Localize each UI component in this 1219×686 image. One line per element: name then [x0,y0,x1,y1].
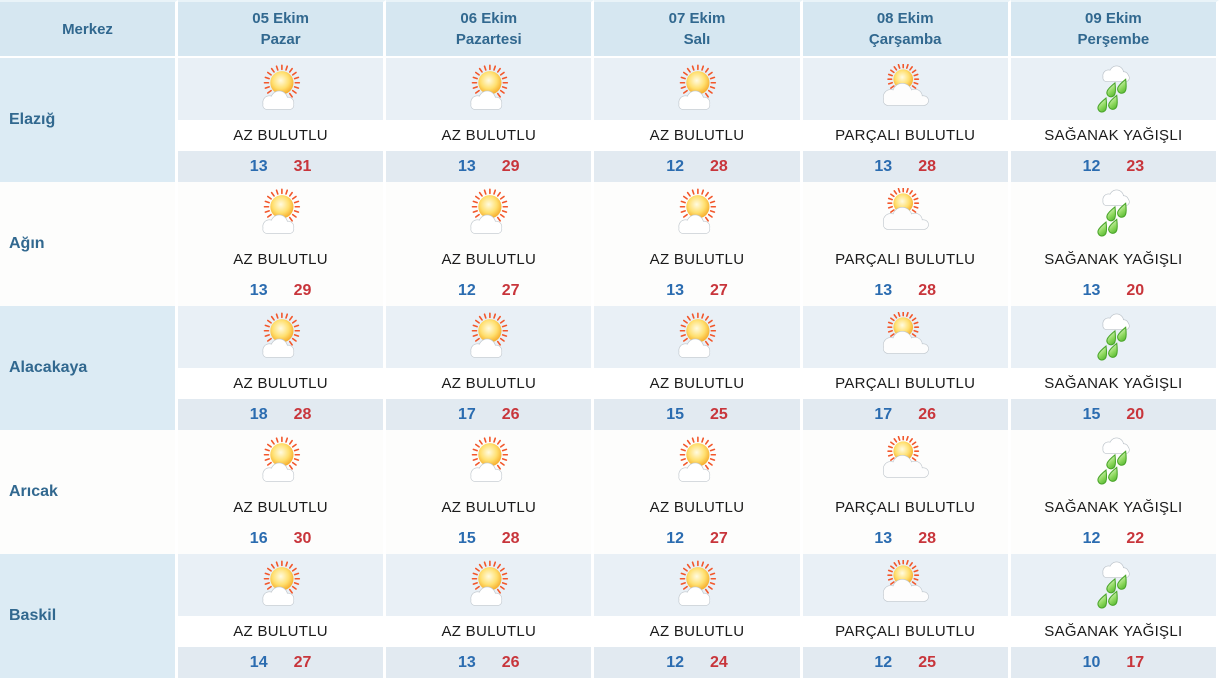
forecast-cell [1011,306,1219,430]
rain-shower-icon [1084,436,1142,486]
weather-icon-area [386,554,591,616]
condition-label: AZ BULUTLU [386,120,591,151]
min-temperature: 13 [249,157,268,175]
min-temperature: 13 [666,281,684,299]
sun-with-cloud-icon [668,188,726,238]
max-temperature: 26 [501,653,520,671]
temperature-band [386,151,591,182]
sun-with-cloud-icon [668,64,726,114]
temperature-band [178,647,383,678]
condition-label: SAĞANAK YAĞIŞLI [1011,368,1216,399]
condition-label: AZ BULUTLU [386,368,591,399]
condition-label: PARÇALI BULUTLU [803,244,1008,275]
min-temperature: 13 [457,653,476,671]
sun-with-cloud-icon [460,312,518,362]
condition-label: SAĞANAK YAĞIŞLI [1011,120,1216,151]
weather-icon-area [178,182,383,244]
condition-label: PARÇALI BULUTLU [803,492,1008,523]
forecast-cell [1011,58,1219,182]
city-name: Elazığ [0,58,178,182]
min-temperature: 16 [249,529,268,547]
weather-icon-area [386,58,591,120]
condition-label: AZ BULUTLU [594,244,799,275]
max-temperature: 20 [1126,405,1145,423]
table-header [0,0,1219,58]
min-temperature: 13 [874,157,893,175]
weather-icon-area [178,58,383,120]
condition-label: AZ BULUTLU [178,244,383,275]
condition-label: AZ BULUTLU [386,244,591,275]
merkez-header-cell [0,0,178,56]
temperature-band [803,399,1008,430]
day-date: 08 Ekim [876,10,934,27]
forecast-cell [178,430,386,554]
max-temperature: 29 [501,157,520,175]
max-temperature: 28 [293,405,312,423]
forecast-cell [178,182,386,306]
min-temperature: 15 [457,529,476,547]
condition-label: AZ BULUTLU [594,368,799,399]
temperature-band [178,275,383,306]
temperature-band [178,399,383,430]
weather-icon-area [803,58,1008,120]
forecast-row [0,554,1219,678]
city-name: Baskil [0,554,178,678]
temperature-band [594,523,799,554]
max-temperature: 20 [1126,281,1145,299]
temperature-band [1011,523,1216,554]
max-temperature: 26 [501,405,520,423]
condition-label: PARÇALI BULUTLU [803,120,1008,151]
weather-icon-area [1011,554,1216,616]
forecast-cell [386,554,594,678]
condition-label: AZ BULUTLU [594,492,799,523]
temperature-band [1011,151,1216,182]
min-temperature: 10 [1082,653,1101,671]
condition-label: PARÇALI BULUTLU [803,616,1008,647]
min-temperature: 15 [666,405,684,423]
temperature-band [178,151,383,182]
rain-shower-icon [1084,188,1142,238]
forecast-table-body [0,58,1219,678]
min-temperature: 13 [874,281,893,299]
day-date: 09 Ekim [1085,10,1142,27]
min-temperature: 15 [1082,405,1101,423]
rain-shower-icon [1084,560,1142,610]
forecast-row [0,58,1219,182]
day-date: 05 Ekim [252,10,309,27]
weather-icon-area [178,430,383,492]
sun-with-cloud-icon [460,560,518,610]
forecast-cell [1011,430,1219,554]
forecast-cell [386,58,594,182]
max-temperature: 25 [918,653,936,671]
sun-with-cloud-icon [252,436,310,486]
city-name: Arıcak [0,430,178,554]
temperature-band [594,275,799,306]
weather-icon-area [386,182,591,244]
weather-icon-area [803,306,1008,368]
min-temperature: 14 [249,653,268,671]
max-temperature: 24 [709,653,728,671]
day-date: 06 Ekim [460,10,518,27]
min-temperature: 12 [1082,157,1101,175]
sun-with-cloud-icon [668,312,726,362]
condition-label: AZ BULUTLU [178,616,383,647]
forecast-cell [386,306,594,430]
min-temperature: 13 [249,281,268,299]
temperature-band [386,399,591,430]
day-weekday: Perşembe [1077,31,1150,48]
forecast-row [0,430,1219,554]
max-temperature: 28 [501,529,520,547]
temperature-band [803,151,1008,182]
day-header-cell [803,0,1011,56]
min-temperature: 12 [666,529,684,547]
forecast-cell [594,430,802,554]
temperature-band [803,523,1008,554]
forecast-cell [386,182,594,306]
sun-behind-cloud-icon [876,64,934,114]
weather-icon-area [1011,58,1216,120]
weather-icon-area [386,306,591,368]
forecast-cell [594,58,802,182]
weather-icon-area [1011,306,1216,368]
condition-label: SAĞANAK YAĞIŞLI [1011,616,1216,647]
forecast-cell [594,554,802,678]
weather-icon-area [594,554,799,616]
max-temperature: 30 [293,529,312,547]
min-temperature: 18 [249,405,268,423]
min-temperature: 13 [874,529,893,547]
temperature-band [1011,399,1216,430]
min-temperature: 12 [1082,529,1101,547]
sun-with-cloud-icon [252,188,310,238]
condition-label: AZ BULUTLU [594,616,799,647]
forecast-cell [386,430,594,554]
weather-icon-area [1011,182,1216,244]
city-name: Alacakaya [0,306,178,430]
min-temperature: 13 [1082,281,1101,299]
max-temperature: 28 [709,157,728,175]
forecast-row [0,306,1219,430]
day-weekday: Pazartesi [455,31,522,48]
day-header-cell [594,0,802,56]
condition-label: AZ BULUTLU [594,120,799,151]
condition-label: SAĞANAK YAĞIŞLI [1011,492,1216,523]
day-header-cell [1011,0,1219,56]
max-temperature: 28 [918,157,936,175]
temperature-band [803,647,1008,678]
temperature-band [1011,275,1216,306]
forecast-cell [594,182,802,306]
forecast-cell [803,182,1011,306]
forecast-cell [803,306,1011,430]
weather-icon-area [178,554,383,616]
max-temperature: 25 [709,405,728,423]
city-name: Ağın [0,182,178,306]
max-temperature: 23 [1126,157,1145,175]
max-temperature: 26 [918,405,936,423]
forecast-cell [178,306,386,430]
day-weekday: Salı [683,31,711,48]
min-temperature: 12 [666,157,684,175]
weather-icon-area [594,58,799,120]
temperature-band [386,275,591,306]
day-weekday: Çarşamba [868,31,942,48]
temperature-band [594,647,799,678]
temperature-band [386,647,591,678]
weather-icon-area [803,430,1008,492]
min-temperature: 17 [874,405,893,423]
weather-icon-area [178,306,383,368]
rain-shower-icon [1084,64,1142,114]
sun-with-cloud-icon [460,436,518,486]
weather-icon-area [1011,430,1216,492]
sun-with-cloud-icon [252,560,310,610]
forecast-cell [803,430,1011,554]
sun-with-cloud-icon [460,64,518,114]
condition-label: AZ BULUTLU [386,616,591,647]
max-temperature: 28 [918,529,936,547]
sun-with-cloud-icon [668,436,726,486]
forecast-cell [594,306,802,430]
day-header-cell [178,0,386,56]
forecast-cell [803,554,1011,678]
min-temperature: 12 [874,653,893,671]
max-temperature: 22 [1126,529,1145,547]
forecast-cell [1011,554,1219,678]
weather-icon-area [803,182,1008,244]
condition-label: AZ BULUTLU [178,492,383,523]
max-temperature: 27 [709,529,728,547]
sun-behind-cloud-icon [876,188,934,238]
max-temperature: 31 [293,157,312,175]
min-temperature: 17 [457,405,476,423]
temperature-band [1011,647,1216,678]
merkez-label: Merkez [62,20,113,38]
forecast-cell [803,58,1011,182]
sun-behind-cloud-icon [876,312,934,362]
sun-with-cloud-icon [460,188,518,238]
min-temperature: 12 [457,281,476,299]
max-temperature: 17 [1126,653,1145,671]
max-temperature: 27 [293,653,312,671]
weather-icon-area [594,430,799,492]
condition-label: PARÇALI BULUTLU [803,368,1008,399]
forecast-cell [178,554,386,678]
temperature-band [594,399,799,430]
partial-next-row [0,678,1219,686]
max-temperature: 29 [293,281,312,299]
weather-icon-area [594,306,799,368]
weather-icon-area [386,430,591,492]
sun-behind-cloud-icon [876,436,934,486]
min-temperature: 13 [457,157,476,175]
temperature-band [178,523,383,554]
temperature-band [803,275,1008,306]
temperature-band [594,151,799,182]
sun-with-cloud-icon [668,560,726,610]
weather-icon-area [594,182,799,244]
max-temperature: 27 [709,281,728,299]
max-temperature: 28 [918,281,936,299]
weather-icon-area [803,554,1008,616]
forecast-row [0,182,1219,306]
max-temperature: 27 [501,281,520,299]
temperature-band [386,523,591,554]
forecast-cell [178,58,386,182]
day-header-cell [386,0,594,56]
day-date: 07 Ekim [668,10,726,27]
forecast-cell [1011,182,1219,306]
condition-label: AZ BULUTLU [178,120,383,151]
condition-label: SAĞANAK YAĞIŞLI [1011,244,1216,275]
sun-behind-cloud-icon [876,560,934,610]
condition-label: AZ BULUTLU [386,492,591,523]
day-weekday: Pazar [260,31,301,48]
condition-label: AZ BULUTLU [178,368,383,399]
sun-with-cloud-icon [252,64,310,114]
rain-shower-icon [1084,312,1142,362]
sun-with-cloud-icon [252,312,310,362]
min-temperature: 12 [666,653,684,671]
